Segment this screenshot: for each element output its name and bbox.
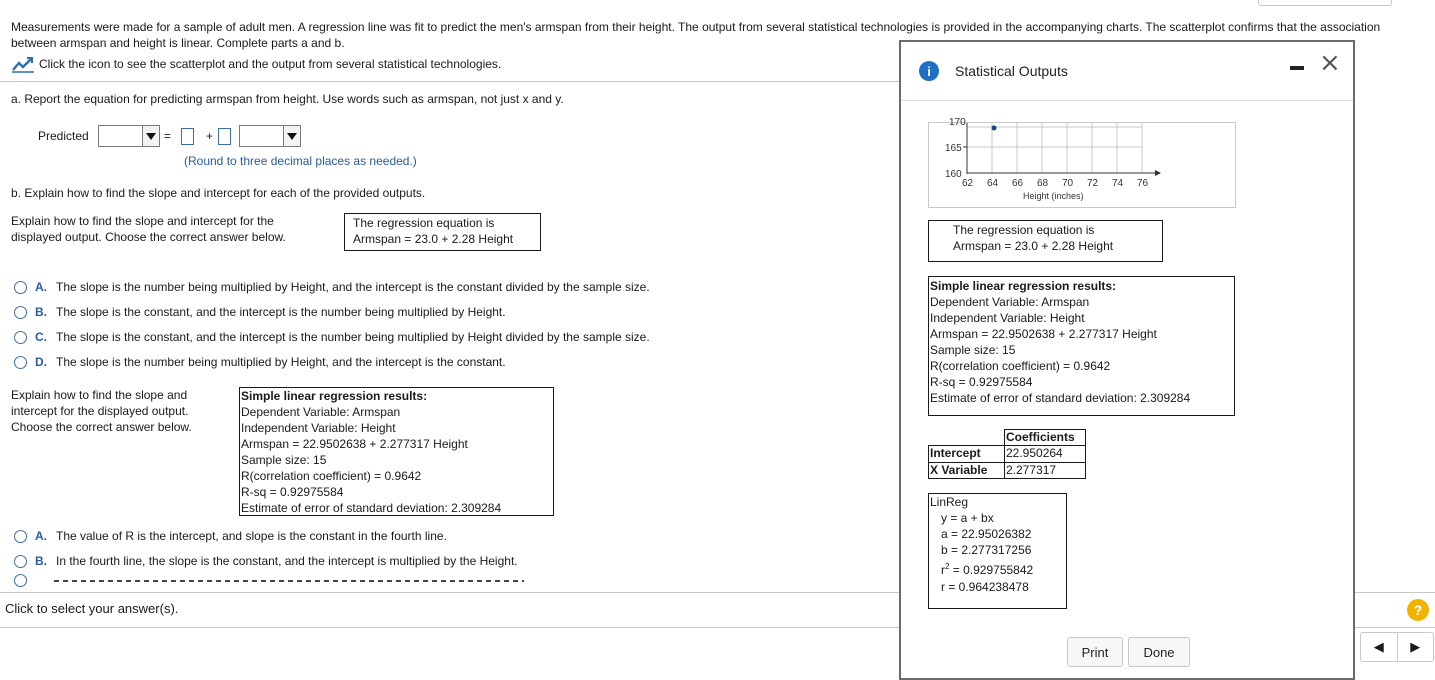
popup-equation-box (928, 220, 1163, 262)
x-tick-62: 62 (962, 178, 974, 189)
coef-header: Coefficients (1004, 429, 1086, 446)
done-button[interactable]: Done (1128, 637, 1190, 667)
divider (0, 81, 900, 82)
q2-option-a[interactable]: A. The value of R is the intercept, and slope is the constant in the fourth line. (14, 527, 447, 545)
radio-button[interactable] (14, 356, 27, 369)
prev-question-button[interactable] (1361, 633, 1398, 661)
close-icon[interactable]: × (1319, 48, 1341, 78)
round-note: (Round to three decimal places as needed.) (184, 154, 417, 168)
nav-arrows (1360, 632, 1434, 662)
popup-results-line8: Estimate of error of standard deviation: 2.309284 (930, 391, 1191, 405)
linreg-box (928, 493, 1067, 609)
linreg-line2: a = 22.95026382 (941, 527, 1032, 541)
y-tick-160: 160 (945, 169, 962, 180)
slope-input[interactable] (218, 128, 231, 145)
chevron-down-icon[interactable] (142, 126, 159, 146)
predicted-label: Predicted (38, 129, 89, 143)
popup-eq-line1: The regression equation is (953, 223, 1095, 237)
predicted-variable-select[interactable] (98, 125, 160, 147)
statistical-outputs-dialog (899, 40, 1355, 680)
popup-results-line3: Independent Variable: Height (930, 311, 1085, 325)
x-tick-72: 72 (1087, 178, 1099, 189)
chevron-down-icon[interactable] (283, 126, 300, 146)
popup-results-line4: Armspan = 22.9502638 + 2.277317 Height (930, 327, 1157, 341)
linreg-line4: $r^2 = 0.929755842$ (941, 562, 1034, 577)
y-tick-165: 165 (945, 143, 962, 154)
x-tick-74: 74 (1112, 178, 1124, 189)
dialog-header-divider (901, 100, 1353, 101)
popup-eq-line2: Armspan = 23.0 + 2.28 Height (953, 239, 1114, 253)
popup-results-line7: R-sq = 0.92975584 (930, 375, 1033, 389)
q1-option-d[interactable]: D. The slope is the number being multiplied by Height, and the intercept is the constant. (14, 353, 506, 371)
scatterplot-link-text[interactable]: Click the icon to see the scatterplot and the output from several statistical technologies. (39, 57, 502, 71)
x-tick-70: 70 (1062, 178, 1074, 189)
equals-sign: = (164, 129, 172, 143)
radio-button[interactable] (14, 530, 27, 543)
linreg-title: LinReg (930, 495, 969, 509)
q2-instruction-line3: Choose the correct answer below. (11, 420, 192, 434)
part-b-prompt: b. Explain how to find the slope and intercept for each of the provided outputs. (11, 186, 426, 200)
info-icon: i (919, 61, 939, 81)
q1-instruction-line2: displayed output. Choose the correct answer below. (11, 230, 286, 244)
q2-box-line8: Estimate of error of standard deviation: 2.309284 (241, 501, 502, 515)
select-answer-hint: Click to select your answer(s). (5, 601, 179, 616)
x-tick-76: 76 (1137, 178, 1149, 189)
radio-button[interactable] (14, 306, 27, 319)
q2-box-line3: Independent Variable: Height (241, 421, 396, 435)
right-arrow-icon[interactable]: ▶ (1410, 639, 1421, 654)
q1-instruction (11, 213, 286, 245)
q1-option-c[interactable]: C. The slope is the constant, and the intercept is the number being multiplied by Height divided by the sample size. (14, 328, 650, 346)
q2-box-line4: Armspan = 22.9502638 + 2.277317 Height (241, 437, 468, 451)
x-axis-label: Height (inches) (1023, 191, 1084, 201)
q2-instruction (11, 387, 192, 435)
help-icon[interactable]: ? (1413, 602, 1423, 618)
coef-row-intercept-label: Intercept (928, 445, 1005, 462)
data-point (992, 126, 997, 131)
dialog-title: Statistical Outputs (955, 63, 1068, 79)
part-a-prompt: a. Report the equation for predicting armspan from height. Use words such as armspan, not just x and y. (11, 92, 564, 106)
q2-output-box (239, 387, 554, 516)
popup-results-line5: Sample size: 15 (930, 343, 1016, 357)
coef-row-intercept-value: 22.950264 (1004, 445, 1086, 462)
q1-instruction-line1: Explain how to find the slope and intercept for the (11, 214, 274, 228)
scatterplot-svg (929, 117, 1235, 207)
close-button[interactable] (1319, 50, 1341, 76)
explanatory-variable-select[interactable] (239, 125, 301, 147)
q2-option-b[interactable]: B. In the fourth line, the slope is the constant, and the intercept is multiplied by the Height. (14, 552, 518, 570)
left-arrow-icon[interactable]: ◀ (1373, 639, 1384, 654)
q2-option-c-clipped[interactable] (14, 580, 534, 584)
q2-box-line5: Sample size: 15 (241, 453, 327, 467)
q2-box-line2: Dependent Variable: Armspan (241, 405, 401, 419)
q2-box-line6: R(correlation coefficient) = 0.9642 (241, 469, 422, 483)
q1-box-line2: Armspan = 23.0 + 2.28 Height (353, 232, 514, 246)
q1-output-box (344, 213, 541, 251)
popup-results-line2: Dependent Variable: Armspan (930, 295, 1090, 309)
q2-instruction-line2: intercept for the displayed output. (11, 404, 189, 418)
print-button[interactable]: Print (1067, 637, 1123, 667)
scatterplot-panel (928, 117, 1236, 208)
x-tick-68: 68 (1037, 178, 1049, 189)
popup-results-box (928, 276, 1235, 416)
scatterplot-link[interactable] (11, 55, 501, 73)
radio-button[interactable] (14, 555, 27, 568)
next-question-button[interactable] (1398, 633, 1434, 661)
q1-option-b[interactable]: B. The slope is the constant, and the intercept is the number being multiplied by Height. (14, 303, 506, 321)
y-tick-170: 170 (949, 117, 966, 128)
q1-option-a[interactable]: A. The slope is the number being multiplied by Height, and the intercept is the constant divided by the sample size. (14, 278, 650, 296)
minimize-button[interactable] (1290, 66, 1304, 70)
x-tick-64: 64 (987, 178, 999, 189)
radio-button[interactable] (14, 281, 27, 294)
q2-box-line1: Simple linear regression results: (241, 389, 428, 403)
coef-row-x-value: 2.277317 (1004, 462, 1086, 479)
linreg-line3: b = 2.277317256 (941, 543, 1032, 557)
linreg-line1: y = a + bx (941, 511, 994, 525)
plus-sign: + (206, 129, 214, 143)
q2-instruction-line1: Explain how to find the slope and (11, 388, 188, 402)
radio-button[interactable] (14, 331, 27, 344)
popup-results-line1: Simple linear regression results: (930, 279, 1117, 293)
popup-results-line6: R(correlation coefficient) = 0.9642 (930, 359, 1111, 373)
coef-row-x-label: X Variable (928, 462, 1005, 479)
intercept-input[interactable] (181, 128, 194, 145)
question-intro: Measurements were made for a sample of adult men. A regression line was fit to predict the men's armspan from their height. The output from several statistical technologies is provided in the accompanying charts. The scatterplot confirms that the association between armspan and height is linear. Complete parts a and b. (11, 20, 1381, 50)
top-toolbar-remnant (1258, 0, 1392, 6)
q1-box-line1: The regression equation is (353, 216, 495, 230)
help-button[interactable] (1407, 599, 1429, 621)
x-tick-66: 66 (1012, 178, 1024, 189)
q2-box-line7: R-sq = 0.92975584 (241, 485, 344, 499)
chart-trend-icon[interactable] (11, 55, 35, 73)
linreg-line5: r = 0.964238478 (941, 580, 1029, 594)
